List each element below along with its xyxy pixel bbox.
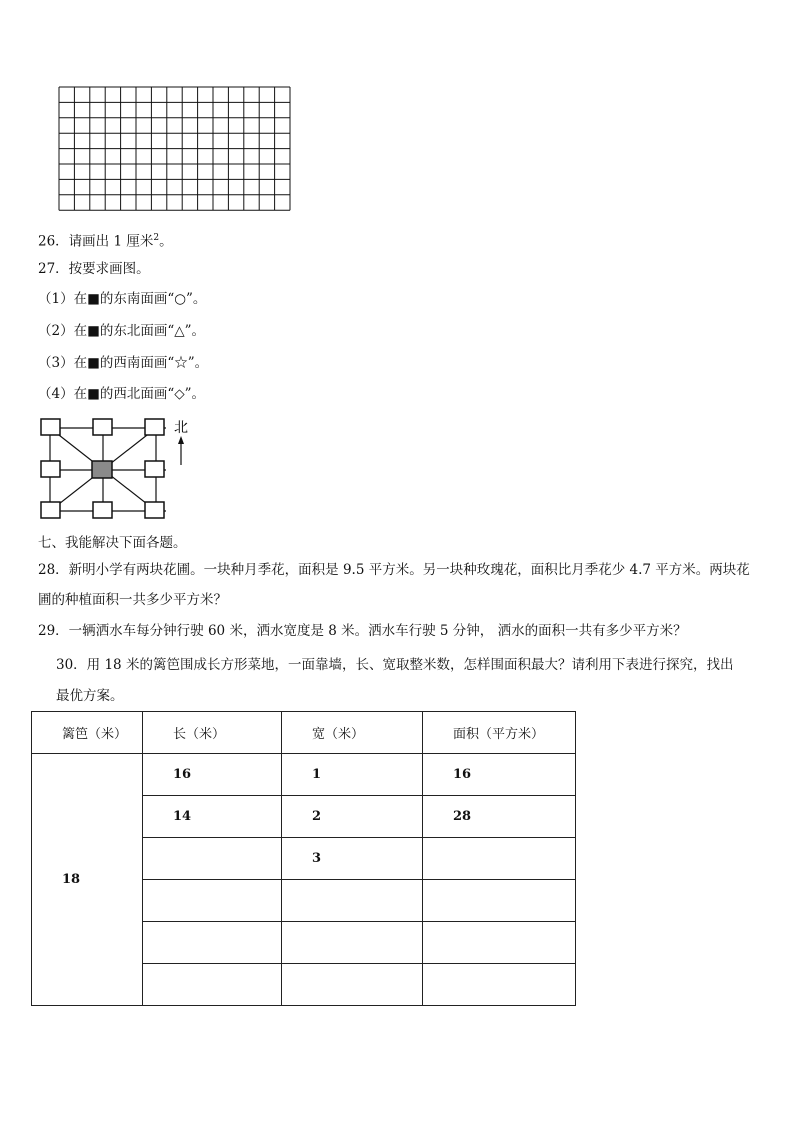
question-27-item-2: （2）在■的东北面画“△”。: [38, 323, 206, 339]
box-east[interactable]: [145, 461, 164, 477]
direction-diagram: [40, 417, 200, 529]
box-northeast[interactable]: [145, 419, 164, 435]
width-cell[interactable]: [282, 964, 423, 1006]
box-southeast[interactable]: [145, 502, 164, 518]
question-28-line-1: 28．新明小学有两块花圃。一块种月季花，面积是 9.5 平方米。另一块种玫瑰花，面积比月季花少 4.7 平方米。两块花: [38, 562, 750, 578]
question-26: [38, 228, 173, 252]
center-square: [92, 461, 112, 478]
question-28-line-2: 圃的种植面积一共多少平方米？: [38, 592, 227, 608]
north-label: 北: [174, 420, 188, 436]
table-header-row: [32, 712, 576, 754]
area-cell[interactable]: [423, 838, 576, 880]
box-south[interactable]: [93, 502, 112, 518]
header-length: 长（米）: [143, 712, 282, 754]
table-row: [32, 754, 576, 796]
header-fence: 篱笆（米）: [32, 712, 143, 754]
question-29: 29．一辆洒水车每分钟行驶 60 米，洒水宽度是 8 米。洒水车行驶 5 分钟， 洒水的面积一共有多少平方米？: [38, 623, 687, 639]
width-cell[interactable]: 2: [282, 796, 423, 838]
question-30-line-2: 最优方案。: [56, 688, 124, 704]
question-27-item-1: （1）在■的东南面画“○”。: [38, 291, 207, 307]
header-width: 宽（米）: [282, 712, 423, 754]
box-north[interactable]: [93, 419, 112, 435]
width-cell[interactable]: 1: [282, 754, 423, 796]
area-cell[interactable]: [423, 964, 576, 1006]
question-27-title: 27．按要求画图。: [38, 261, 150, 277]
width-cell[interactable]: [282, 922, 423, 964]
length-cell[interactable]: 16: [143, 754, 282, 796]
area-cell[interactable]: 28: [423, 796, 576, 838]
question-26-superscript: 2: [153, 233, 160, 243]
question-27-item-3: （3）在■的西南面画“☆”。: [38, 355, 209, 371]
length-cell[interactable]: [143, 964, 282, 1006]
area-cell[interactable]: [423, 880, 576, 922]
length-cell[interactable]: [143, 838, 282, 880]
length-cell[interactable]: [143, 922, 282, 964]
question-27-item-4: （4）在■的西北面画“◇”。: [38, 386, 206, 402]
area-cell[interactable]: 16: [423, 754, 576, 796]
box-southwest[interactable]: [41, 502, 60, 518]
width-cell[interactable]: 3: [282, 838, 423, 880]
fence-value-cell: 18: [32, 754, 143, 1006]
area-cell[interactable]: [423, 922, 576, 964]
box-northwest[interactable]: [41, 419, 60, 435]
question-26-end: 。: [159, 233, 173, 250]
box-west[interactable]: [41, 461, 60, 477]
question-30-line-1: 30．用 18 米的篱笆围成长方形菜地，一面靠墙，长、宽取整米数，怎样围面积最大？请利用下表进行探究，找出: [56, 657, 734, 673]
length-cell[interactable]: [143, 880, 282, 922]
fence-exploration-table: [31, 711, 576, 1006]
header-area: 面积（平方米）: [423, 712, 576, 754]
question-26-text: 26．请画出 1 厘米: [38, 233, 154, 250]
section-7-heading: 七、我能解决下面各题。: [38, 535, 187, 551]
width-cell[interactable]: [282, 880, 423, 922]
square-grid: [58, 86, 292, 216]
length-cell[interactable]: 14: [143, 796, 282, 838]
north-arrow-head-icon: [178, 436, 184, 444]
